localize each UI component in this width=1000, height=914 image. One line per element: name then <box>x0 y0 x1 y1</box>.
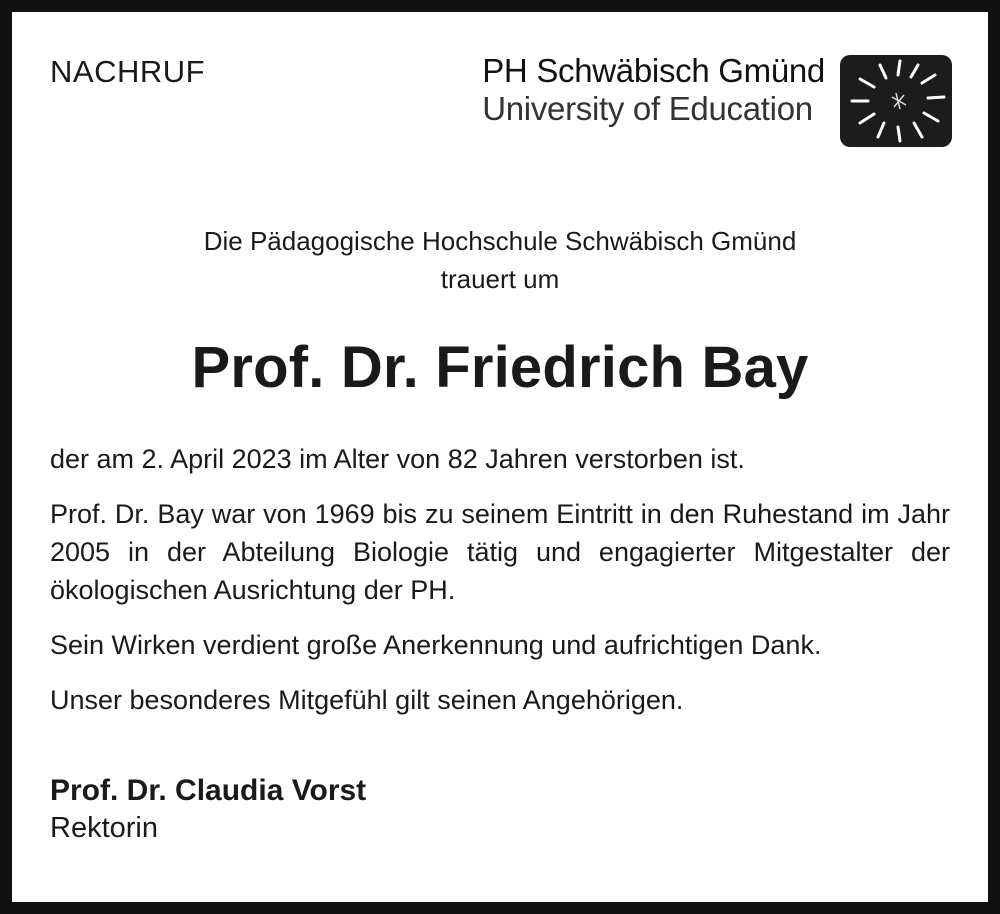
brand-line-2: University of Education <box>482 90 813 127</box>
intro-line-1: Die Pädagogische Hochschule Schwäbisch Gmünd <box>203 226 797 256</box>
heading: NACHRUF <box>50 54 206 89</box>
intro-text <box>12 222 988 298</box>
deceased-name: Prof. Dr. Friedrich Bay <box>191 335 809 400</box>
brand-name <box>482 52 825 128</box>
signatory-name: Prof. Dr. Claudia Vorst <box>50 774 367 807</box>
paragraph-condolence: Unser besonderes Mitgefühl gilt seinen Angehörigen. <box>50 685 684 715</box>
paragraph-death: der am 2. April 2023 im Alter von 82 Jahren verstorben ist. <box>50 444 745 474</box>
signatory-role: Rektorin <box>50 812 158 844</box>
sunburst-logo-icon <box>840 55 952 147</box>
brand-line-1: PH Schwäbisch Gmünd <box>482 52 825 89</box>
paragraph-thanks: Sein Wirken verdient große Anerkennung und aufrichtigen Dank. <box>50 630 822 660</box>
obituary-body <box>50 440 950 736</box>
signature <box>50 772 366 846</box>
paragraph-career: Prof. Dr. Bay war von 1969 bis zu seinem Eintritt in den Ruhestand im Jahr 2005 in der Abteilung Biologie tätig und engagierter Mitgestalter der ökologischen Ausrichtung der PH. <box>50 499 950 605</box>
intro-line-2: trauert um <box>440 264 560 294</box>
